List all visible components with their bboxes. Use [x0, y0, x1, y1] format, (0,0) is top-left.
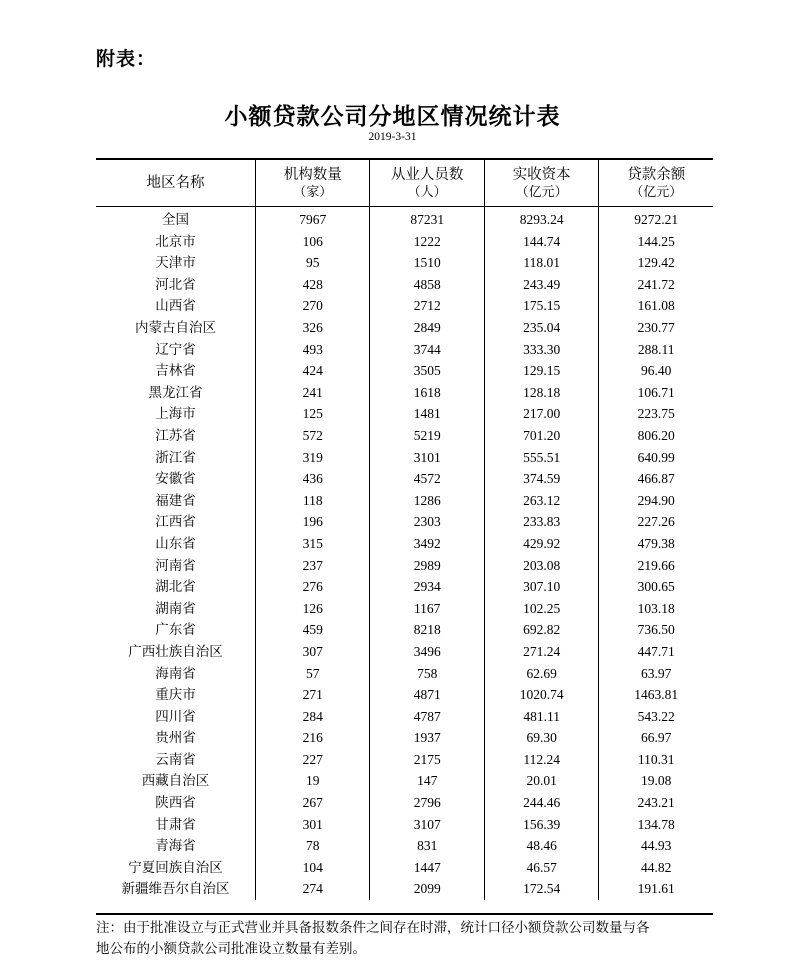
cell-region: 山东省 [155, 535, 196, 551]
cell-institutions: 326 [255, 317, 369, 339]
cell-loans: 134.78 [599, 814, 713, 836]
statistics-table [96, 158, 713, 900]
cell-loans: 230.77 [599, 317, 713, 339]
cell-employees: 1222 [370, 231, 484, 253]
table-row [96, 339, 713, 361]
cell-employees: 3744 [370, 339, 484, 361]
table-row [96, 792, 713, 814]
cell-capital: 429.92 [484, 533, 599, 555]
table-row [96, 598, 713, 620]
cell-loans: 144.25 [599, 231, 713, 253]
cell-employees: 3101 [370, 447, 484, 469]
cell-loans: 9272.21 [599, 207, 713, 231]
table-row [96, 207, 713, 231]
table-row [96, 447, 713, 469]
cell-employees: 3107 [370, 814, 484, 836]
cell-institutions: 270 [255, 295, 369, 317]
cell-capital: 235.04 [484, 317, 599, 339]
table-row [96, 619, 713, 641]
table-row [96, 835, 713, 857]
table-row [96, 684, 713, 706]
table-row [96, 403, 713, 425]
table-row [96, 317, 713, 339]
cell-employees: 2099 [370, 878, 484, 900]
cell-loans: 223.75 [599, 403, 713, 425]
cell-institutions: 126 [255, 598, 369, 620]
cell-employees: 3492 [370, 533, 484, 555]
cell-loans: 294.90 [599, 490, 713, 512]
cell-region: 广西壮族自治区 [128, 643, 223, 659]
cell-loans: 300.65 [599, 576, 713, 598]
cell-institutions: 271 [255, 684, 369, 706]
cell-loans: 161.08 [599, 295, 713, 317]
cell-loans: 44.93 [599, 835, 713, 857]
cell-region: 山西省 [155, 298, 196, 314]
cell-institutions: 196 [255, 511, 369, 533]
cell-region: 甘肃省 [155, 816, 196, 832]
cell-institutions: 106 [255, 231, 369, 253]
cell-loans: 19.08 [599, 770, 713, 792]
cell-employees: 831 [370, 835, 484, 857]
cell-loans: 466.87 [599, 468, 713, 490]
cell-institutions: 319 [255, 447, 369, 469]
column-header-region-label: 地区名称 [146, 174, 205, 191]
cell-institutions: 267 [255, 792, 369, 814]
cell-loans: 288.11 [599, 339, 713, 361]
cell-capital: 172.54 [484, 878, 599, 900]
cell-region: 宁夏回族自治区 [128, 859, 223, 875]
table-row [96, 252, 713, 274]
cell-region: 青海省 [155, 838, 196, 854]
cell-region: 湖北省 [155, 579, 196, 595]
cell-capital: 20.01 [484, 770, 599, 792]
cell-employees: 2303 [370, 511, 484, 533]
cell-employees: 4858 [370, 274, 484, 296]
table-bottom-rule [96, 913, 713, 915]
cell-institutions: 237 [255, 555, 369, 577]
cell-capital: 243.49 [484, 274, 599, 296]
cell-region: 上海市 [155, 406, 196, 422]
cell-institutions: 572 [255, 425, 369, 447]
table-note-line-2: 地公布的小额贷款公司批准设立数量有差别。 [96, 940, 366, 956]
cell-region: 安徽省 [155, 471, 196, 487]
cell-region: 广东省 [155, 622, 196, 638]
cell-employees: 1286 [370, 490, 484, 512]
cell-loans: 63.97 [599, 662, 713, 684]
cell-capital: 112.24 [484, 749, 599, 771]
cell-institutions: 125 [255, 403, 369, 425]
cell-employees: 4871 [370, 684, 484, 706]
table-row [96, 382, 713, 404]
cell-region: 西藏自治区 [141, 773, 210, 789]
cell-institutions: 436 [255, 468, 369, 490]
cell-capital: 374.59 [484, 468, 599, 490]
cell-loans: 640.99 [599, 447, 713, 469]
cell-capital: 156.39 [484, 814, 599, 836]
cell-employees: 1510 [370, 252, 484, 274]
cell-institutions: 301 [255, 814, 369, 836]
cell-institutions: 118 [255, 490, 369, 512]
cell-capital: 217.00 [484, 403, 599, 425]
cell-employees: 147 [370, 770, 484, 792]
table-row [96, 490, 713, 512]
cell-institutions: 424 [255, 360, 369, 382]
cell-region: 新疆维吾尔自治区 [121, 881, 230, 897]
column-header-capital [484, 159, 599, 207]
cell-capital: 203.08 [484, 555, 599, 577]
cell-region: 全国 [161, 212, 189, 228]
cell-employees: 1167 [370, 598, 484, 620]
cell-employees: 8218 [370, 619, 484, 641]
cell-employees: 2934 [370, 576, 484, 598]
table-header [96, 159, 713, 207]
column-header-capital-label: 实收资本 [512, 167, 571, 184]
column-header-employees-unit: （人） [407, 183, 447, 199]
cell-institutions: 104 [255, 857, 369, 879]
cell-employees: 2796 [370, 792, 484, 814]
cell-institutions: 315 [255, 533, 369, 555]
cell-region: 江苏省 [155, 427, 196, 443]
cell-loans: 241.72 [599, 274, 713, 296]
table-body [96, 207, 713, 901]
cell-region: 内蒙古自治区 [134, 320, 216, 336]
column-header-capital-unit: （亿元） [515, 183, 568, 199]
cell-institutions: 57 [255, 662, 369, 684]
cell-employees: 3496 [370, 641, 484, 663]
cell-loans: 736.50 [599, 619, 713, 641]
table-row [96, 274, 713, 296]
cell-loans: 103.18 [599, 598, 713, 620]
cell-employees: 87231 [370, 207, 484, 231]
cell-capital: 46.57 [484, 857, 599, 879]
table-row [96, 727, 713, 749]
cell-employees: 2175 [370, 749, 484, 771]
column-header-region [96, 159, 255, 207]
cell-capital: 118.01 [484, 252, 599, 274]
cell-region: 河北省 [155, 276, 196, 292]
cell-institutions: 459 [255, 619, 369, 641]
cell-institutions: 216 [255, 727, 369, 749]
cell-region: 辽宁省 [155, 341, 196, 357]
table-row [96, 533, 713, 555]
cell-institutions: 276 [255, 576, 369, 598]
page-title: 小额贷款公司分地区情况统计表 [224, 104, 561, 129]
cell-employees: 4787 [370, 706, 484, 728]
table-row [96, 662, 713, 684]
cell-capital: 8293.24 [484, 207, 599, 231]
cell-capital: 102.25 [484, 598, 599, 620]
cell-institutions: 284 [255, 706, 369, 728]
cell-institutions: 19 [255, 770, 369, 792]
cell-employees: 1937 [370, 727, 484, 749]
cell-capital: 333.30 [484, 339, 599, 361]
cell-employees: 1447 [370, 857, 484, 879]
cell-region: 云南省 [155, 751, 196, 767]
cell-region: 贵州省 [155, 730, 196, 746]
cell-capital: 481.11 [484, 706, 599, 728]
table-row [96, 295, 713, 317]
cell-region: 北京市 [155, 233, 196, 249]
cell-capital: 692.82 [484, 619, 599, 641]
table-row [96, 814, 713, 836]
cell-region: 黑龙江省 [148, 384, 203, 400]
table-row [96, 770, 713, 792]
cell-capital: 701.20 [484, 425, 599, 447]
report-date: 2019-3-31 [368, 131, 417, 143]
table-note [96, 918, 721, 960]
cell-loans: 191.61 [599, 878, 713, 900]
cell-employees: 758 [370, 662, 484, 684]
table-note-line-1: 注：由于批准设立与正式营业并具备报数条件之间存在时滞，统计口径小额贷款公司数量与各 [96, 920, 650, 935]
cell-region: 江西省 [155, 514, 196, 530]
cell-employees: 4572 [370, 468, 484, 490]
cell-region: 天津市 [155, 255, 196, 271]
table-row [96, 576, 713, 598]
table-row [96, 425, 713, 447]
cell-capital: 48.46 [484, 835, 599, 857]
cell-loans: 66.97 [599, 727, 713, 749]
cell-institutions: 227 [255, 749, 369, 771]
table-row [96, 878, 713, 900]
cell-employees: 2989 [370, 555, 484, 577]
cell-region: 湖南省 [155, 600, 196, 616]
column-header-employees [370, 159, 484, 207]
cell-employees: 2712 [370, 295, 484, 317]
cell-institutions: 78 [255, 835, 369, 857]
column-header-institutions [255, 159, 369, 207]
cell-loans: 44.82 [599, 857, 713, 879]
column-header-loans [599, 159, 713, 207]
table-header-row [96, 159, 713, 207]
cell-employees: 5219 [370, 425, 484, 447]
cell-loans: 243.21 [599, 792, 713, 814]
cell-region: 陕西省 [155, 795, 196, 811]
cell-institutions: 7967 [255, 207, 369, 231]
cell-region: 福建省 [155, 492, 196, 508]
cell-institutions: 95 [255, 252, 369, 274]
cell-institutions: 307 [255, 641, 369, 663]
cell-loans: 96.40 [599, 360, 713, 382]
cell-capital: 307.10 [484, 576, 599, 598]
cell-capital: 555.51 [484, 447, 599, 469]
cell-region: 浙江省 [155, 449, 196, 465]
cell-loans: 1463.81 [599, 684, 713, 706]
cell-employees: 1618 [370, 382, 484, 404]
table-row [96, 641, 713, 663]
table-row [96, 749, 713, 771]
table-row [96, 360, 713, 382]
table-row [96, 555, 713, 577]
table-row [96, 857, 713, 879]
cell-loans: 110.31 [599, 749, 713, 771]
cell-capital: 233.83 [484, 511, 599, 533]
cell-capital: 144.74 [484, 231, 599, 253]
cell-loans: 806.20 [599, 425, 713, 447]
cell-employees: 3505 [370, 360, 484, 382]
column-header-institutions-label: 机构数量 [283, 167, 342, 184]
cell-region: 吉林省 [155, 363, 196, 379]
cell-capital: 175.15 [484, 295, 599, 317]
column-header-employees-label: 从业人员数 [390, 167, 464, 184]
cell-loans: 106.71 [599, 382, 713, 404]
cell-employees: 1481 [370, 403, 484, 425]
table-row [96, 511, 713, 533]
table-row [96, 468, 713, 490]
cell-loans: 227.26 [599, 511, 713, 533]
cell-region: 重庆市 [155, 687, 196, 703]
cell-institutions: 428 [255, 274, 369, 296]
column-header-loans-label: 贷款余额 [627, 167, 686, 184]
cell-employees: 2849 [370, 317, 484, 339]
cell-loans: 447.71 [599, 641, 713, 663]
cell-loans: 129.42 [599, 252, 713, 274]
table-row [96, 706, 713, 728]
cell-capital: 69.30 [484, 727, 599, 749]
cell-region: 四川省 [155, 708, 196, 724]
cell-region: 河南省 [155, 557, 196, 573]
table-row [96, 231, 713, 253]
cell-loans: 219.66 [599, 555, 713, 577]
cell-institutions: 493 [255, 339, 369, 361]
cell-capital: 1020.74 [484, 684, 599, 706]
cell-capital: 62.69 [484, 662, 599, 684]
cell-capital: 263.12 [484, 490, 599, 512]
attachment-label: 附表： [96, 49, 157, 70]
cell-capital: 129.15 [484, 360, 599, 382]
cell-region: 海南省 [155, 665, 196, 681]
cell-loans: 479.38 [599, 533, 713, 555]
cell-institutions: 241 [255, 382, 369, 404]
cell-capital: 271.24 [484, 641, 599, 663]
cell-loans: 543.22 [599, 706, 713, 728]
cell-institutions: 274 [255, 878, 369, 900]
cell-capital: 128.18 [484, 382, 599, 404]
cell-capital: 244.46 [484, 792, 599, 814]
column-header-institutions-unit: （家） [293, 183, 333, 199]
column-header-loans-unit: （亿元） [630, 183, 683, 199]
